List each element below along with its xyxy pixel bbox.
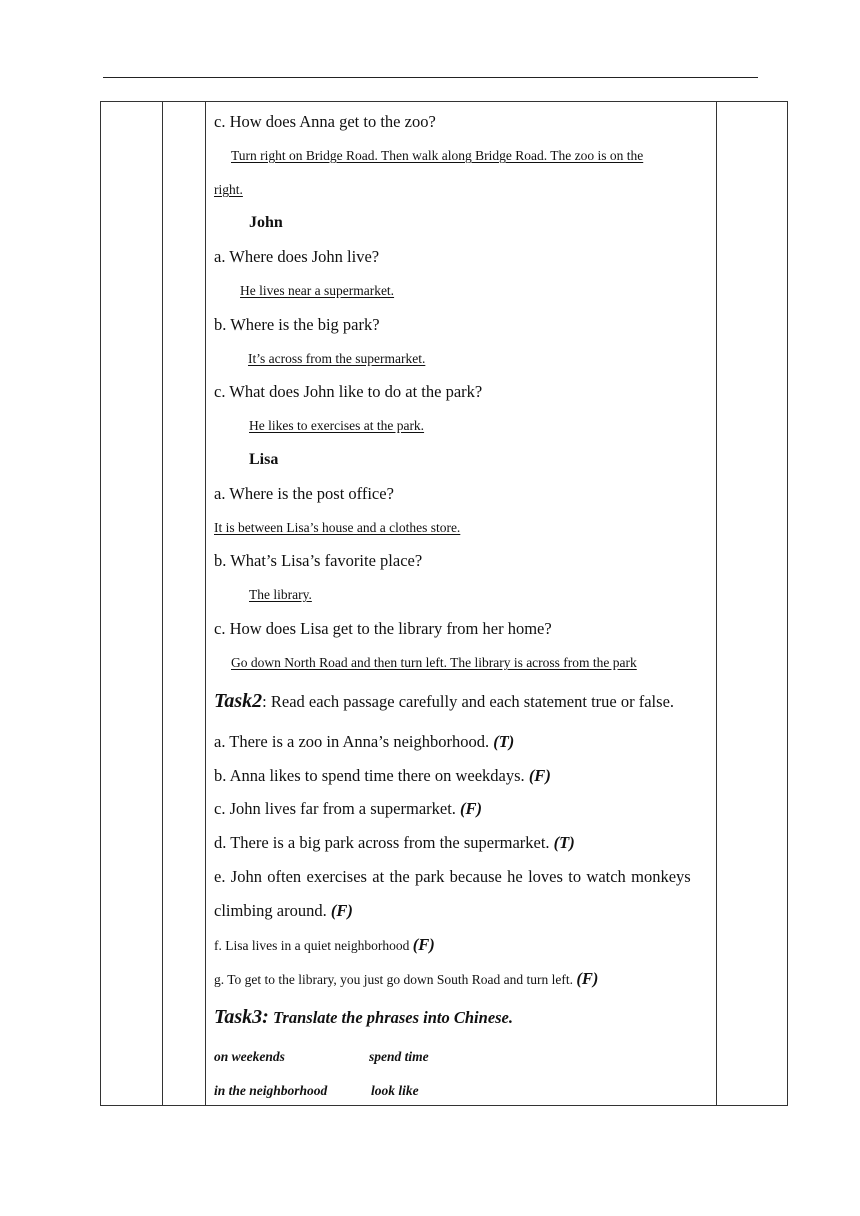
- statement-text: climbing around.: [214, 901, 331, 920]
- statement-text: d. There is a big park across from the supermarket.: [214, 833, 554, 852]
- lisa-question-b: b. What’s Lisa’s favorite place?: [214, 551, 423, 570]
- anna-answer-c-line1: Turn right on Bridge Road. Then walk along Bridge Road. The zoo is on the: [231, 148, 644, 163]
- statement-d: [214, 833, 575, 853]
- statement-answer: (F): [528, 766, 551, 785]
- lisa-question-c: c. How does Lisa get to the library from her home?: [214, 619, 552, 638]
- statement-answer: (F): [576, 969, 599, 988]
- task3-instruction: Translate the phrases into Chinese.: [272, 1008, 514, 1027]
- anna-question-c: c. How does Anna get to the zoo?: [214, 112, 436, 131]
- statement-answer: (T): [553, 833, 575, 852]
- statement-b: [214, 766, 551, 786]
- lisa-answer-c: Go down North Road and then turn left. The library is across from the park: [231, 655, 637, 670]
- statement-answer: (F): [460, 799, 483, 818]
- statement-text: f. Lisa lives in a quiet neighborhood: [214, 938, 413, 953]
- lisa-answer-b: The library.: [249, 587, 312, 602]
- table-cell-right: [717, 102, 788, 1106]
- statement-g: [214, 969, 598, 990]
- statement-answer: (F): [330, 901, 353, 920]
- task3-title: Task3:: [214, 1006, 269, 1028]
- john-heading: John: [249, 214, 283, 231]
- page-header-rule: [103, 77, 758, 78]
- john-question-a: a. Where does John live?: [214, 247, 380, 266]
- task2-title: Task2: [214, 690, 263, 712]
- phrase-2: spend time: [369, 1049, 429, 1064]
- lesson-plan-table: [100, 101, 788, 1106]
- table-cell-content: [206, 102, 717, 1106]
- statement-answer: (F): [412, 935, 435, 954]
- table-cell-left: [101, 102, 163, 1106]
- phrase-4: look like: [371, 1083, 419, 1098]
- john-question-b: b. Where is the big park?: [214, 315, 380, 334]
- lisa-question-a: a. Where is the post office?: [214, 484, 394, 503]
- anna-answer-c-line2: right.: [214, 182, 243, 197]
- task2-instruction: : Read each passage carefully and each statement true or false.: [262, 692, 675, 711]
- john-answer-a: He lives near a supermarket.: [240, 283, 395, 298]
- statement-text: g. To get to the library, you just go down South Road and turn left.: [214, 972, 577, 987]
- john-answer-b: It’s across from the supermarket.: [248, 351, 426, 366]
- john-answer-c: He likes to exercises at the park.: [249, 418, 425, 433]
- phrase-1: on weekends: [214, 1049, 285, 1064]
- statement-a: [214, 732, 514, 752]
- lisa-heading: Lisa: [249, 451, 279, 468]
- task3-header: [214, 1007, 513, 1028]
- statement-e-line2: [214, 901, 353, 921]
- statement-text: c. John lives far from a supermarket.: [214, 799, 461, 818]
- task2-header: [214, 691, 674, 712]
- john-question-c: c. What does John like to do at the park?: [214, 382, 483, 401]
- statement-text: a. There is a zoo in Anna’s neighborhood.: [214, 732, 494, 751]
- table-cell-left-narrow: [163, 102, 206, 1106]
- statement-c: [214, 799, 482, 819]
- statement-e-line1: e. John often exercises at the park because he loves to watch monkeys: [214, 867, 691, 886]
- phrase-3: in the neighborhood: [214, 1083, 328, 1098]
- statement-text: b. Anna likes to spend time there on weekdays.: [214, 766, 529, 785]
- lisa-answer-a: It is between Lisa’s house and a clothes store.: [214, 520, 461, 535]
- statement-answer: (T): [493, 732, 515, 751]
- statement-f: [214, 935, 435, 956]
